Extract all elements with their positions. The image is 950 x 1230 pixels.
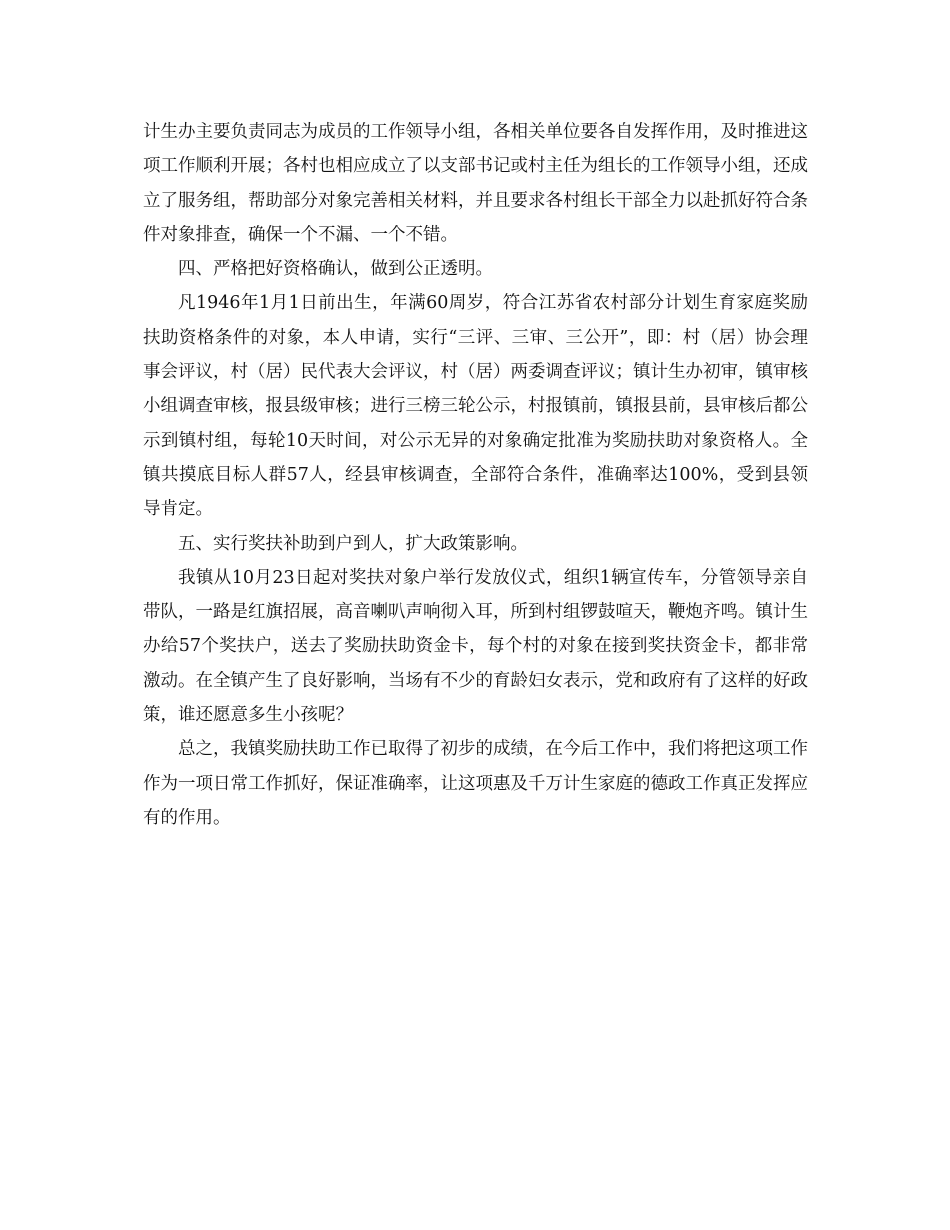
section-heading-five: 五、实行奖扶补助到户到人，扩大政策影响。 [178, 533, 528, 554]
paragraph-continuation: 计生办主要负责同志为成员的工作领导小组，各相关单位要各自发挥作用，及时推进这项工作顺利开展；各村也相应成立了以支部书记或村主任为组长的工作领导小组，还成立了服务组，帮助部分对象完善相关材料，并且要求各村组长干部全力以赴抓好符合条件对象排查，确保一个不漏、一个不错。 [143, 122, 808, 245]
paragraph-distribution: 我镇从10月23日起对奖扶对象户举行发放仪式，组织1辆宣传车，分管领导亲自带队，一路是红旗招展，高音喇叭声响彻入耳，所到村组锣鼓喧天，鞭炮齐鸣。镇计生办给57个奖扶户，送去了奖励扶助资金卡，每个村的对象在接到奖扶资金卡，都非常激动。在全镇产生了良好影响，当场有不少的育龄妇女表示，党和政府有了这样的好政策，谁还愿意多生小孩呢？ [143, 567, 808, 726]
document-body [143, 115, 808, 835]
paragraph-conclusion: 总之，我镇奖励扶助工作已取得了初步的成绩，在今后工作中，我们将把这项工作作为一项日常工作抓好，保证准确率，让这项惠及千万计生家庭的德政工作真正发挥应有的作用。 [143, 739, 808, 828]
paragraph-qualification: 凡1946年1月1日前出生，年满60周岁，符合江苏省农村部分计划生育家庭奖励扶助资格条件的对象，本人申请，实行“三评、三审、三公开”，即：村（居）协会理事会评议，村（居）民代表大会评议，村（居）两委调查评议；镇计生办初审，镇审核小组调查审核，报县级审核；进行三榜三轮公示，村报镇前，镇报县前，县审核后都公示到镇村组，每轮10天时间，对公示无异的对象确定批准为奖励扶助对象资格人。全镇共摸底目标人群57人，经县审核调查，全部符合条件，准确率达100%，受到县领导肯定。 [143, 293, 808, 520]
section-heading-four: 四、严格把好资格确认，做到公正透明。 [178, 259, 493, 280]
